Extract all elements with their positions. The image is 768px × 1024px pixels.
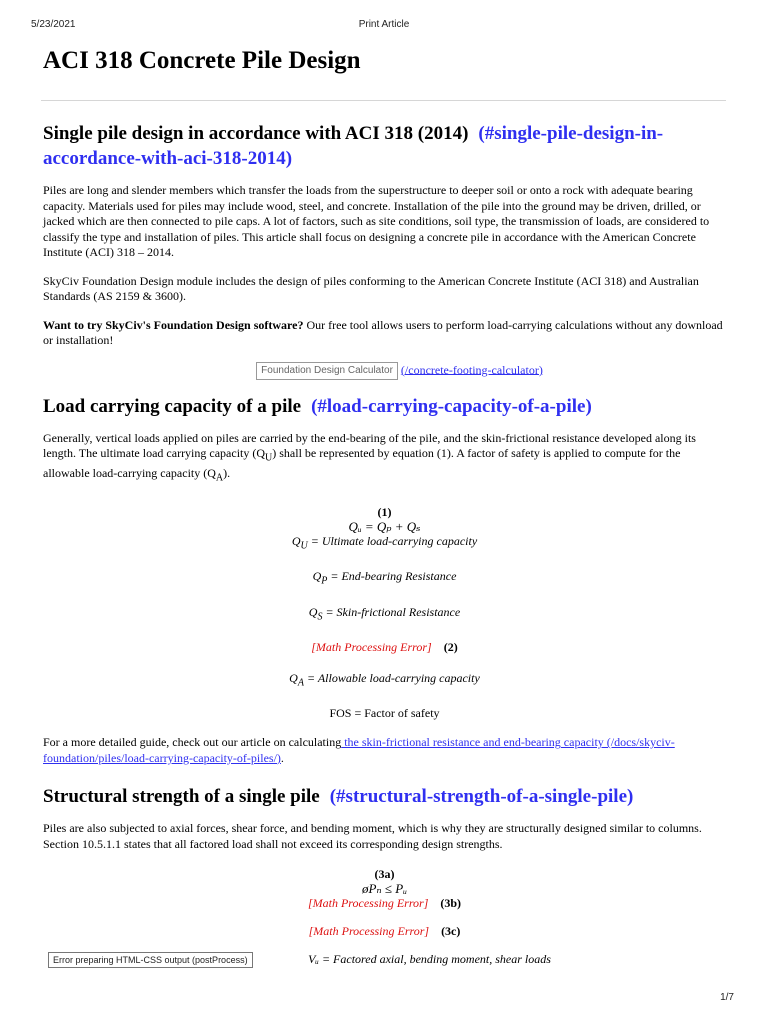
subscript: S: [317, 610, 323, 622]
guide-paragraph: [43, 735, 726, 766]
para-text: ) shall be represented by equation (1). A factor of safety is applied to compute for the allowable load-carrying capacity (Q: [43, 446, 681, 480]
para-text: ).: [223, 465, 231, 480]
fos-definition: FOS = Factor of safety: [329, 706, 440, 721]
calculator-button-row: [43, 362, 726, 380]
section-heading-text: Single pile design in accordance with ACI 318 (2014): [43, 123, 469, 144]
equation-number: (2): [443, 639, 458, 654]
equation-1: Qᵤ = Qₚ + Qₛ: [348, 518, 421, 534]
equation-number: (3b): [440, 896, 462, 911]
subscript: U: [265, 452, 273, 464]
qp-definition: [43, 569, 726, 588]
definition-text: = Skin-frictional Resistance: [322, 604, 461, 619]
promo-bold-text: Want to try SkyCiv's Foundation Design software?: [43, 317, 304, 332]
para-text: Generally, vertical loads applied on piles are carried by the end-bearing of the pile, and the skin-frictional resistance developed along its length. The ultimate load carrying capacity (Q: [43, 430, 696, 460]
qu-definition: [43, 534, 726, 553]
guide-link[interactable]: the skin-frictional resistance and end-bearing capacity (/docs/skyciv-foundation/piles/load-carrying-capacity-of-piles/): [43, 735, 675, 765]
equation-3a: øPₙ ≤ Pᵤ: [361, 881, 408, 897]
subscript: U: [300, 540, 308, 552]
article-content: [43, 44, 726, 967]
para-text: For a more detailed guide, check out our article on calculating: [43, 735, 342, 750]
section-heading-structural-strength: [43, 784, 726, 809]
definition-text: = End-bearing Resistance: [327, 569, 457, 584]
factored-loads-definition: Vᵤ = Factored axial, bending moment, shear loads: [308, 952, 551, 967]
print-header: [0, 19, 768, 33]
qa-definition: [43, 671, 726, 690]
intro-paragraph: Piles are long and slender members which transfer the loads from the superstructure to deeper soil or onto a rock with adequate bearing capacity. Materials used for piles may include wood, steel, and concrete. Installation of the pile into the ground may be driven, drilled, or jacked which are then connected to pile caps. A lot of factors, such as site conditions, soil type, the transmission of loads, are considered to classify the type and installation of piles. This article shall focus on designing a concrete pile in accordance with the American Concrete Institute (ACI) 318 – 2014.: [43, 183, 710, 259]
calculator-link[interactable]: (/concrete-footing-calculator): [400, 362, 543, 377]
symbol: Q: [308, 604, 318, 619]
qs-definition: [43, 605, 726, 624]
section-anchor-link[interactable]: (#single-pile-design-in-accordance-with-aci-318-2014): [43, 123, 664, 169]
promo-paragraph: [43, 318, 726, 349]
page-number: 1/7: [720, 992, 734, 1003]
equation-3c-row: [43, 924, 726, 939]
section-heading-text: Load carrying capacity of a pile: [43, 395, 302, 417]
section-anchor-link[interactable]: (#structural-strength-of-a-single-pile): [329, 786, 634, 808]
structural-paragraph: Piles are also subjected to axial forces, shear force, and bending moment, which is why they are structurally designed similar to columns. Section 10.5.1.1 states that all factored load shall not exceed its corresponding design strengths.: [43, 821, 702, 851]
subscript: A: [297, 677, 304, 689]
equation-number: (1): [377, 504, 392, 519]
symbol: Q: [312, 569, 322, 584]
print-title: Print Article: [358, 19, 410, 30]
section-heading-single-pile: [43, 121, 726, 171]
symbol: Q: [289, 670, 298, 685]
section-anchor-link[interactable]: (#load-carrying-capacity-of-a-pile): [311, 395, 592, 417]
title-divider: [41, 100, 726, 101]
print-date: 5/23/2021: [31, 19, 76, 30]
subscript: P: [321, 575, 328, 587]
math-error: [Math Processing Error]: [307, 896, 429, 911]
equation-block-1: [43, 506, 726, 722]
promo-text: Our free tool allows users to perform load-carrying calculations without any download or installation!: [43, 317, 723, 347]
equation-number: (3c): [441, 924, 461, 939]
para-text: .: [280, 750, 284, 765]
mathjax-error-box: Error preparing HTML-CSS output (postProcess): [48, 952, 253, 968]
equation-number: (3a): [374, 867, 395, 882]
math-error: [Math Processing Error]: [311, 639, 432, 654]
skyciv-module-paragraph: SkyCiv Foundation Design module includes the design of piles conforming to the American Concrete Institute (ACI 318) and Australian Standards (AS 2159 & 3600).: [43, 273, 699, 303]
subscript: A: [215, 472, 224, 484]
equation-2-row: [43, 640, 726, 655]
symbol: Q: [291, 533, 301, 548]
section-heading-load-capacity: [43, 394, 726, 419]
definition-text: = Ultimate load-carrying capacity: [307, 533, 478, 548]
equation-3b-row: [43, 896, 726, 911]
load-capacity-paragraph: [43, 431, 726, 486]
page-title: ACI 318 Concrete Pile Design: [43, 47, 361, 74]
definition-text: = Allowable load-carrying capacity: [303, 670, 480, 685]
math-error: [Math Processing Error]: [308, 924, 430, 939]
section-heading-text: Structural strength of a single pile: [43, 786, 320, 808]
foundation-calculator-button[interactable]: Foundation Design Calculator: [256, 362, 398, 380]
